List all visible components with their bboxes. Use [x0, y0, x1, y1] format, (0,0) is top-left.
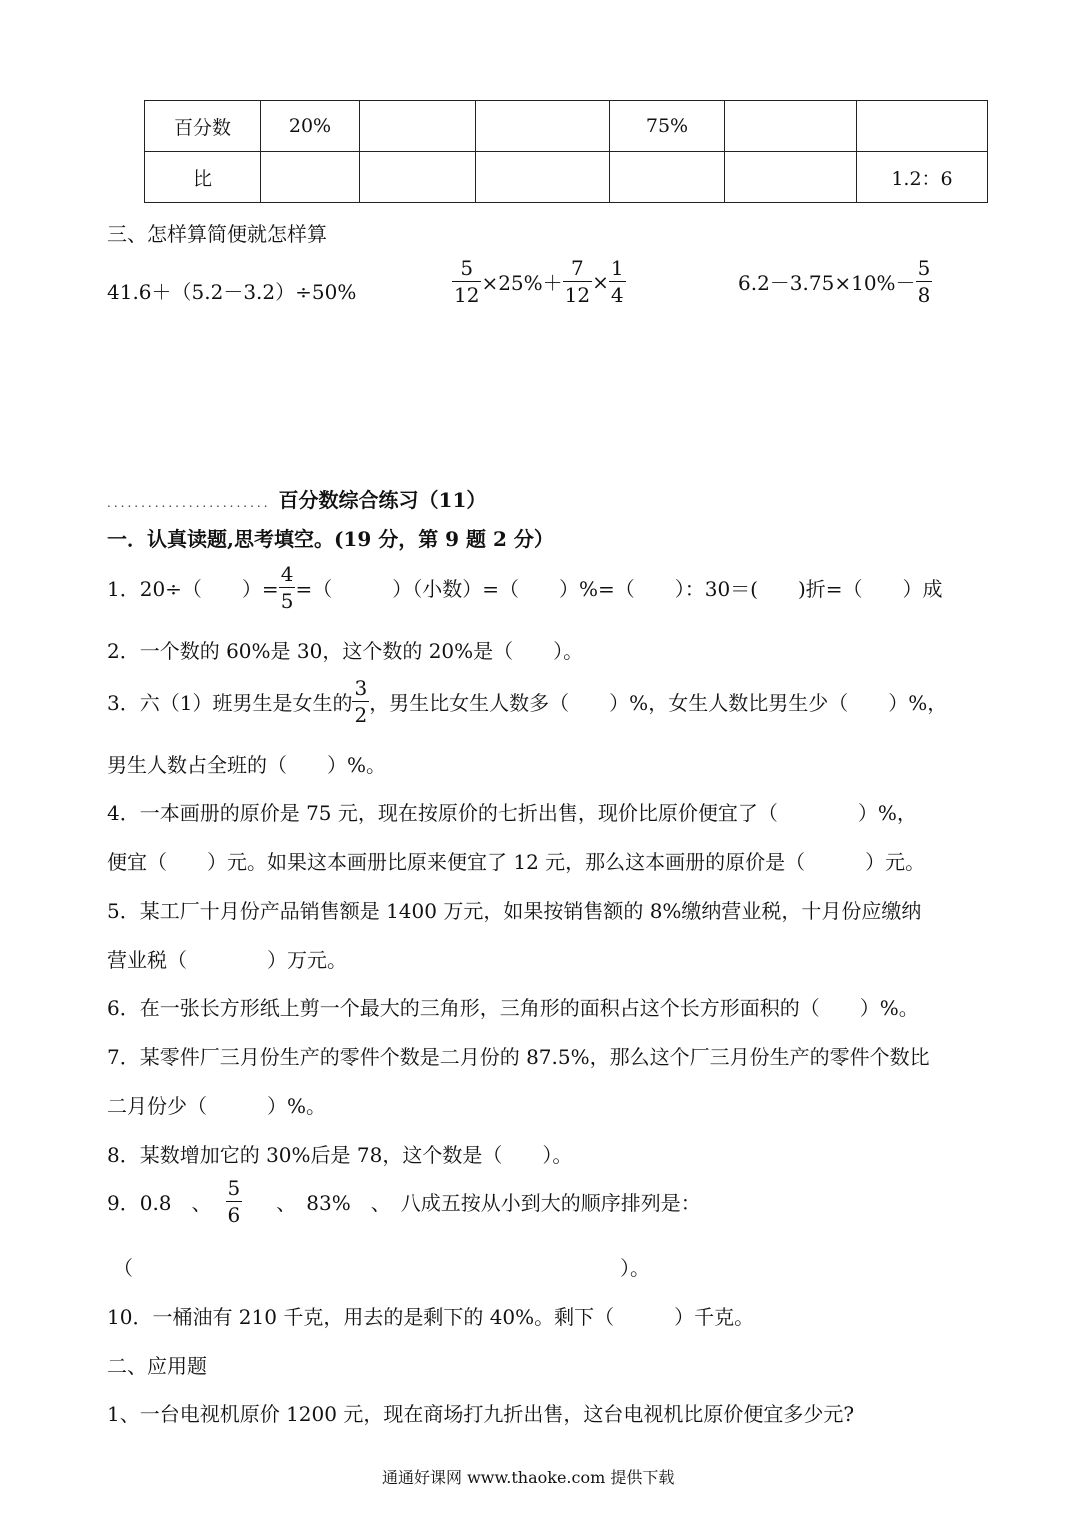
- table-cell: [360, 101, 476, 152]
- part2-heading: 二、应用题: [107, 1354, 207, 1378]
- row-label: 百分数: [145, 101, 261, 152]
- question-2: 2．一个数的 60%是 30，这个数的 20%是（ ）。: [107, 639, 584, 663]
- page-footer: 通通好课网 www.thaoke.com 提供下载: [382, 1468, 675, 1487]
- question-1: [107, 564, 943, 611]
- table-cell: [476, 101, 610, 152]
- answer-open-paren: （: [113, 1256, 133, 1280]
- question-7-line1: 7．某零件厂三月份生产的零件个数是二月份的 87.5%，那么这个厂三月份生产的零件个数比: [107, 1045, 930, 1069]
- question-4-line1: 4．一本画册的原价是 75 元，现在按原价的七折出售，现价比原价便宜了（ ）%，: [107, 801, 917, 825]
- table-cell: [725, 152, 857, 203]
- table-cell: [857, 101, 988, 152]
- question-text: 9．0.8 、: [107, 1191, 212, 1215]
- fraction: $\frac{3}{2}$: [354, 676, 368, 727]
- question-10: 10．一桶油有 210 千克，用去的是剩下的 40%。剩下（ ）千克。: [107, 1305, 755, 1329]
- fraction: $\frac{4}{5}$: [280, 562, 294, 613]
- question-4-line2: 便宜（ ）元。如果这本画册比原来便宜了 12 元，那么这本画册的原价是（ ）元。: [107, 850, 926, 874]
- question-6: 6．在一张长方形纸上剪一个最大的三角形，三角形的面积占这个长方形面积的（ ）%。: [107, 996, 919, 1020]
- table-row: [145, 152, 988, 203]
- exercise-title: 百分数综合练习（11）: [278, 488, 487, 512]
- question-8: 8．某数增加它的 30%后是 78，这个数是（ ）。: [107, 1143, 573, 1167]
- table-cell: [476, 152, 610, 203]
- question-3: [107, 678, 947, 725]
- expression-3: [738, 258, 932, 305]
- table-cell: [261, 152, 360, 203]
- question-text: 3．六（1）班男生是女生的: [107, 691, 353, 715]
- expression-2: [452, 258, 626, 305]
- question-text: 、 83% 、 八成五按从小到大的顺序排列是：: [256, 1191, 701, 1215]
- table-row: [145, 101, 988, 152]
- fraction: $\frac{7}{12}$: [564, 256, 591, 307]
- table-cell: 75%: [610, 101, 725, 152]
- section3-title: 三、怎样算简便就怎样算: [107, 222, 327, 246]
- operator-text: ×25%＋: [481, 271, 563, 295]
- expression-1: 41.6＋（5.2－3.2）÷50%: [107, 280, 357, 304]
- table-cell: [360, 152, 476, 203]
- question-7-line2: 二月份少（ ）%。: [107, 1094, 327, 1118]
- question-text: ，男生比女生人数多（ ）%，女生人数比男生少（ ）%，: [369, 691, 948, 715]
- question-text: 1．20÷（ ）=: [107, 577, 279, 601]
- question-5-line1: 5．某工厂十月份产品销售额是 1400 万元，如果按销售额的 8%缴纳营业税，十月份应缴纳: [107, 899, 922, 923]
- answer-close-paren: ）。: [620, 1256, 650, 1280]
- row-label: 比: [145, 152, 261, 203]
- table-cell: 1.2：6: [857, 152, 988, 203]
- application-question-1: 1、一台电视机原价 1200 元，现在商场打九折出售，这台电视机比原价便宜多少元?: [107, 1402, 855, 1426]
- question-3-line2: 男生人数占全班的（ ）%。: [107, 753, 387, 777]
- part1-heading: 一．认真读题,思考填空。(19 分，第 9 题 2 分）: [107, 527, 554, 551]
- fraction: $\frac{5}{8}$: [917, 256, 931, 307]
- expression-text: 6.2－3.75×10%－: [738, 271, 916, 295]
- fraction: $\frac{1}{4}$: [610, 256, 624, 307]
- dotted-leader: ........................: [107, 496, 271, 510]
- table-cell: 20%: [261, 101, 360, 152]
- table-cell: [610, 152, 725, 203]
- exercise-header: [107, 484, 486, 513]
- operator-text: ×: [592, 269, 609, 294]
- fraction: $\frac{5}{6}$: [227, 1176, 241, 1227]
- question-9: [107, 1178, 701, 1225]
- table-cell: [725, 101, 857, 152]
- conversion-table: [144, 100, 988, 203]
- question-text: =（ ）（小数）=（ ）%=（ ）：30＝( )折=（ ）成: [295, 577, 943, 601]
- question-5-line2: 营业税（ ）万元。: [107, 948, 347, 972]
- fraction: $\frac{5}{12}$: [454, 256, 480, 307]
